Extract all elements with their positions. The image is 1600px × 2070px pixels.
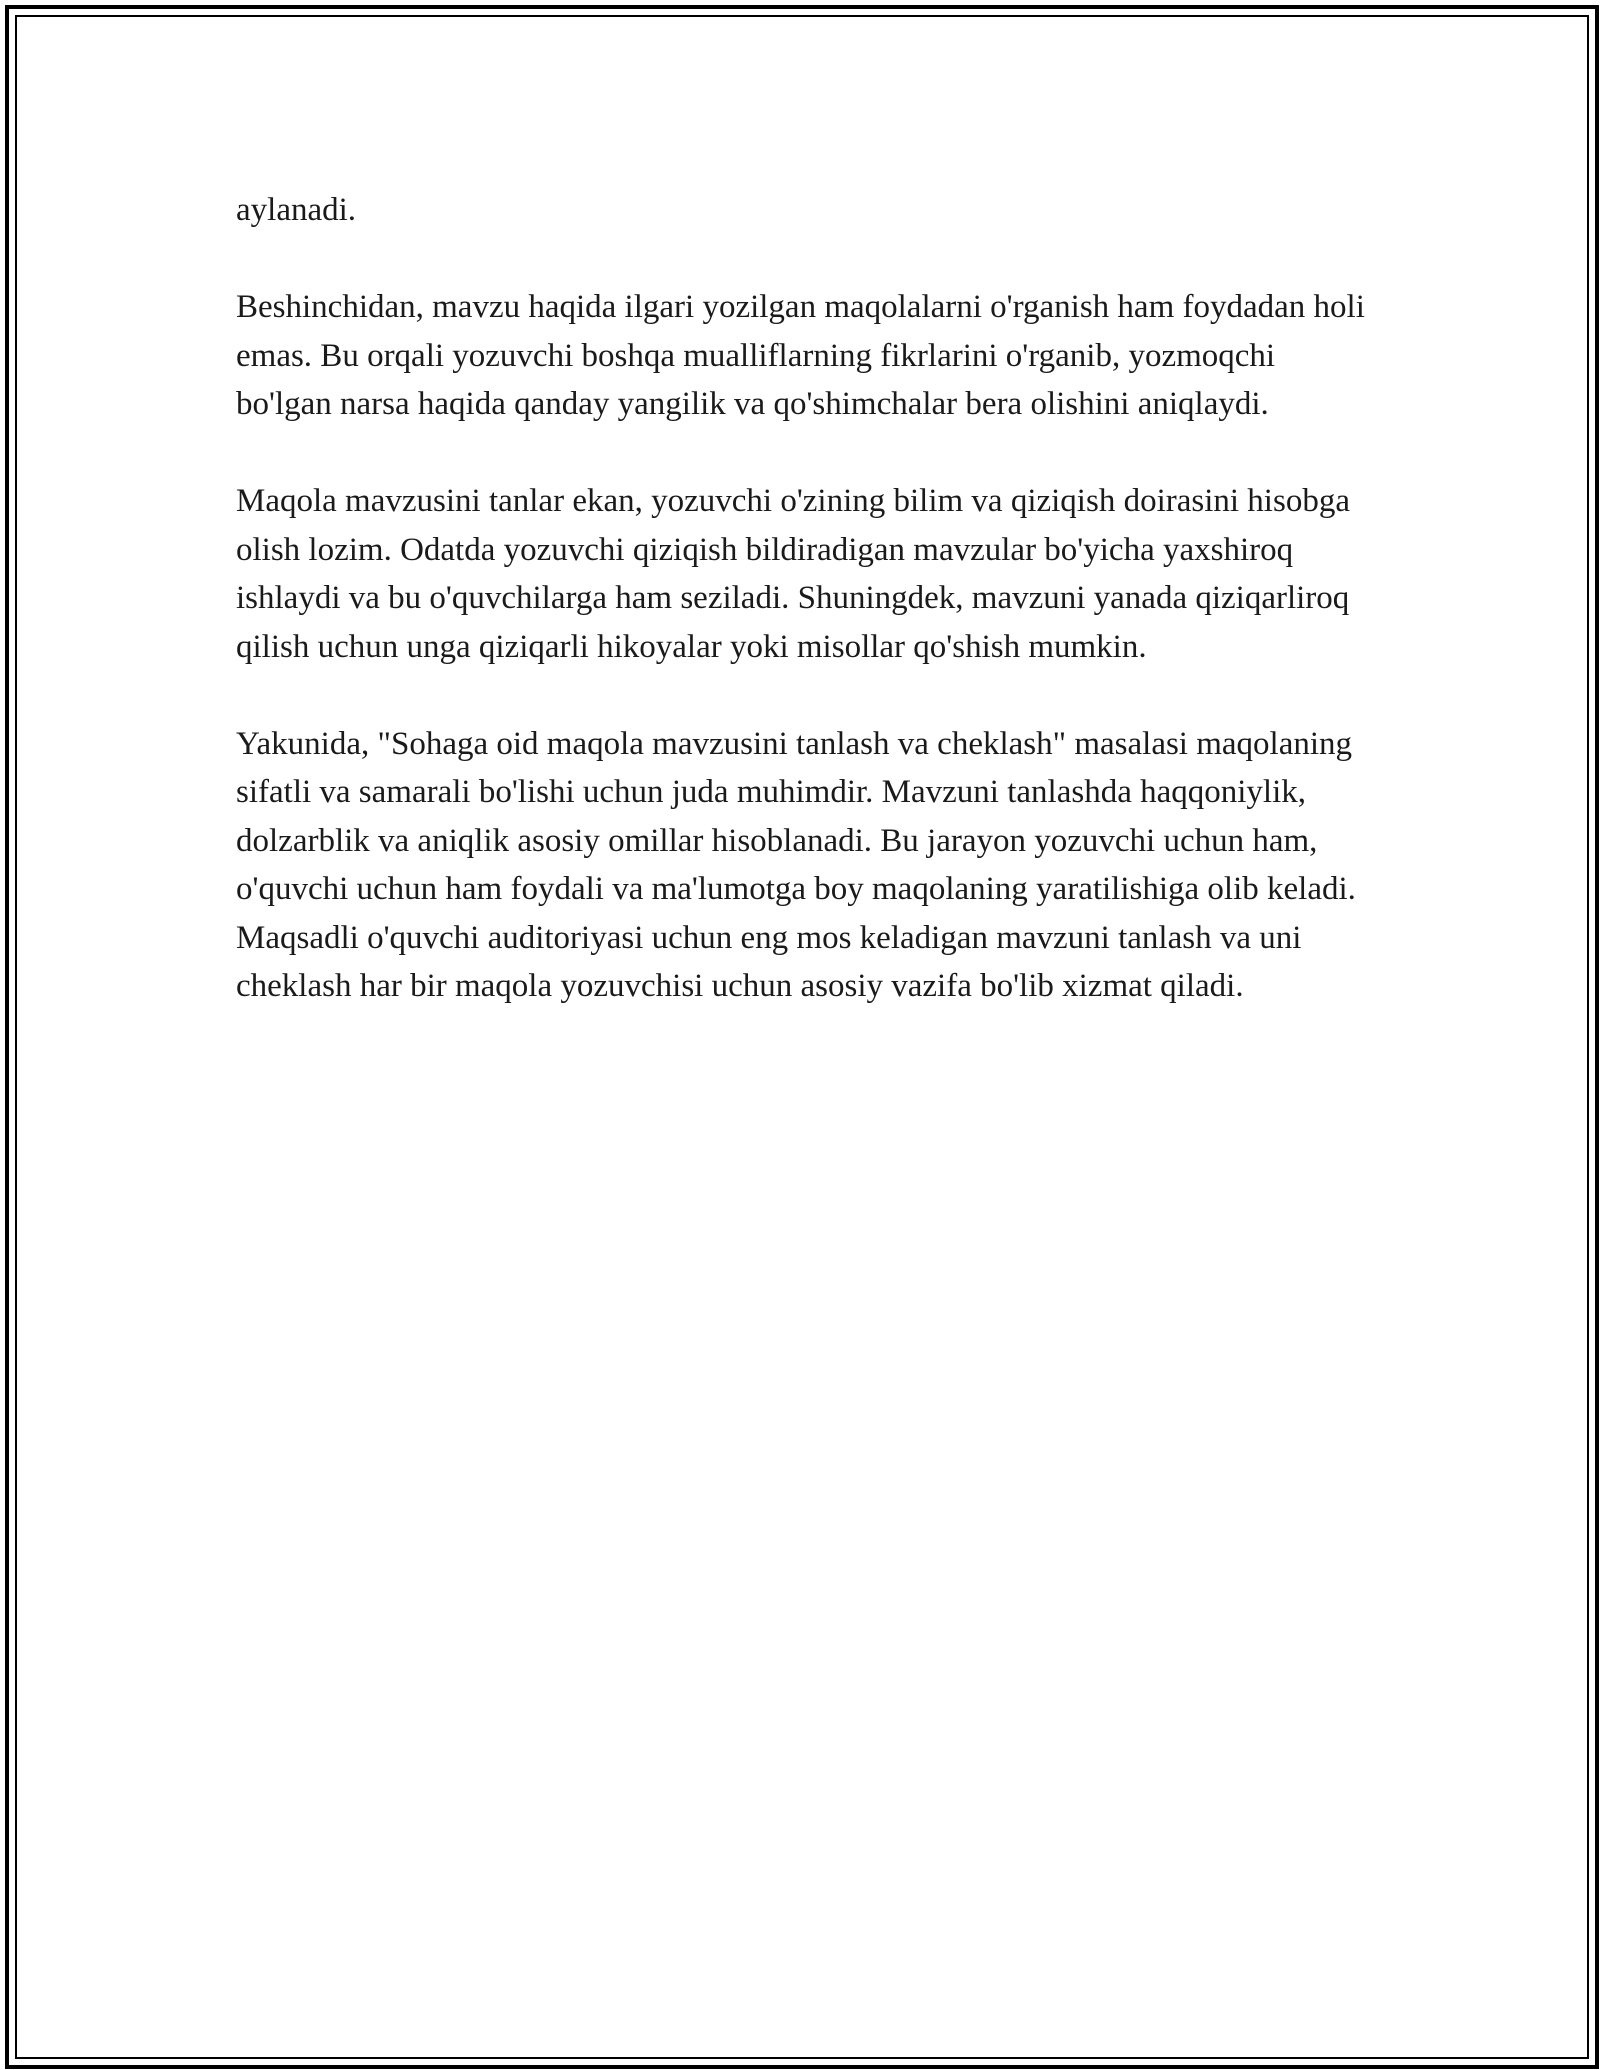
paragraph-topic-choice: Maqola mavzusini tanlar ekan, yozuvchi o'zining bilim va qiziqish doirasini hisobga olish lozim. Odatda yozuvchi qiziqish bildiradigan mavzular bo'yicha yaxshiroq ishlaydi va bu o'quvchilarga ham seziladi. Shuningdek, mavzuni yanada qiziqarliroq qilish uchun unga qiziqarli hikoyalar yoki misollar qo'shish mumkin. [236, 483, 1350, 665]
document-body [236, 186, 1366, 1059]
paragraph-conclusion: Yakunida, "Sohaga oid maqola mavzusini tanlash va cheklash" masalasi maqolaning sifatli va samarali bo'lishi uchun juda muhimdir. Mavzuni tanlashda haqqoniylik, dolzarblik va aniqlik asosiy omillar hisoblanadi. Bu jarayon yozuvchi uchun ham, o'quvchi uchun ham foydali va ma'lumotga boy maqolaning yaratilishiga olib keladi. Maqsadli o'quvchi auditoriyasi uchun eng mos keladigan mavzuni tanlash va uni cheklash har bir maqola yozuvchisi uchun asosiy vazifa bo'lib xizmat qiladi. [236, 725, 1356, 1004]
paragraph-continuation: aylanadi. [236, 192, 357, 228]
paragraph-prior-articles: Beshinchidan, mavzu haqida ilgari yozilgan maqolalarni o'rganish ham foydadan holi emas. Bu orqali yozuvchi boshqa mualliflarning fikrlarini o'rganib, yozmoqchi bo'lgan narsa haqida qanday yangilik va qo'shimchalar bera olishini aniqlaydi. [236, 289, 1365, 422]
